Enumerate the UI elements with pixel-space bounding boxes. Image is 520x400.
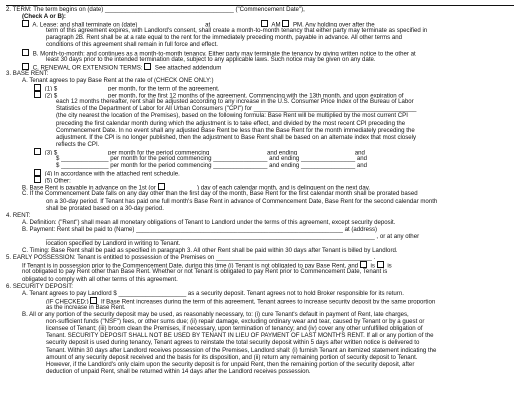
checkbox[interactable]: [34, 148, 41, 155]
document-line: licensee of Tenant; (iii) broom clean the Premises, if necessary, upon termination of tenancy; and (iv) cover any other unfulfilled obligation of: [46, 325, 423, 333]
checkbox[interactable]: [144, 63, 151, 70]
document-line: B. Base Rent is payable in advance on the 1st (or ________ ) day of each calendar month, and is delinquent on the next day.: [22, 184, 370, 191]
document-line: obligated to comply with all other terms of this agreement.: [22, 275, 178, 283]
document-line: _________________________________________________________________________________________________ , or at any other: [46, 233, 420, 240]
document-line: Tenant. SECURITY DEPOSIT SHALL NOT BE USED BY TENANT IN LIEU OF PAYMENT OF LAST MONTH'S RENT. If all or any portion of the: [46, 332, 434, 340]
document-line: not obligated to pay Rent other than Base Rent. Whether or not Tenant is obligated to pay Rent prior to Commencement Date, Tenant is: [22, 268, 388, 276]
document-line: B. Payment: Rent shall be paid to (Name) _____________________________________________________________ at (address): [22, 225, 378, 233]
document-line: 6. SECURITY DEPOSIT:: [6, 282, 73, 290]
document-line: reflects the CPI.: [56, 140, 100, 148]
lease-document: [6, 0, 514, 400]
document-line: (5) Other: ____________________________________________________________________________________: [6, 176, 514, 183]
document-line: B. All or any portion of the security deposit may be used, as reasonably necessary, to: (i) cure Tenant's default in payment of Rent, late charges,: [22, 311, 409, 319]
checkbox[interactable]: [282, 20, 289, 27]
document-line: B. Month-to-month: and continues as a month-to-month tenancy. Either party may terminate the tenancy by giving written notice to the other at: [6, 49, 514, 56]
document-line: Tenant. Within 30 days after Landlord receives possession of the Premises, Landlord shall: (i) furnish Tenant an itemized statement indicating the: [46, 346, 437, 354]
document-line: C. RENEWAL OR EXTENSION TERMS: See attached addendum __________________________________________________: [6, 63, 514, 70]
document-line: C. Timing: Base Rent shall be paid as specified in paragraph 3. All other Rent shall be paid within 30 days after Tenant is billed by Landlord.: [22, 247, 398, 255]
document-line: 2. TERM: The term begins on (date) ______________________________________ ("Commencement Date"),: [6, 6, 305, 13]
document-line: on a 30-day period. If Tenant has paid one full month's Base Rent in advance of Commencement Date, Base Rent for the second calendar month: [46, 197, 438, 205]
document-line: A. Tenant agrees to pay Landlord $ ____________________ as a security deposit. Tenant agrees not to hold Broker responsible for its return.: [22, 289, 404, 297]
document-line: as the increase in Base Rent.: [46, 303, 126, 311]
document-line: term of this agreement expires, with Landlord's consent, shall create a month-to-month tenancy that either party may terminate as specified in: [46, 27, 428, 35]
document-line: A. Lease: and shall terminate on (date) ___________________ at ______________ AM PM. Any holding over after the: [6, 20, 514, 27]
document-line: 4. RENT:: [6, 211, 31, 219]
document-line: $ ______________ per month for the period commencing ________________ and ending ________________ and: [56, 154, 368, 162]
document-line: least 30 days prior to the intended termination date, subject to any applicable laws. Such notice may be given on any date.: [46, 55, 376, 63]
document-line: (IF CHECKED:) If Base Rent increases during the term of this agreement, Tenant agrees to increase security deposit by the same proportion: [46, 298, 436, 304]
document-line: (1) $ ______________ per month, for the term of the agreement.: [6, 84, 514, 91]
checkbox[interactable]: [22, 63, 29, 70]
document-line: location specified by Landlord in writing to Tenant.: [46, 240, 181, 248]
document-line: amount of any security deposit received and the basis for its disposition, and (ii) return any remaining portion of security deposit to Tenant.: [46, 353, 418, 361]
checkbox[interactable]: [158, 183, 165, 190]
document-line: A. Tenant agrees to pay Base Rent at the rate of (CHECK ONE ONLY:): [22, 76, 214, 84]
document-line: (Check A or B):: [22, 13, 66, 21]
document-line: preceding the first calendar month during which the adjustment is to take effect, and divided by the most recent CPI preceding the: [56, 119, 406, 127]
document-line: non-sufficient funds ("NSF") fees, or other sums due; (ii) repair damage, excluding ordinary wear and tear, caused by Tenant or by a guest or: [46, 318, 425, 326]
checkbox[interactable]: [34, 176, 41, 183]
document-line: (3) $ ______________ per month for the period commencing ________________ and ending ________________ and: [6, 148, 514, 155]
checkbox[interactable]: [34, 169, 41, 176]
checkbox[interactable]: [22, 49, 29, 56]
document-line: $ ______________ per month for the period commencing ________________ and ending ________________ and: [56, 162, 368, 170]
document-line: 5. EARLY POSSESSION: Tenant is entitled to possession of the Premises on ______________________________________________ .: [6, 254, 376, 262]
document-line: security deposit is used during tenancy, Tenant agrees to reinstate the total security deposit within 5 days after written notice is delivered to: [46, 339, 420, 347]
checkbox[interactable]: [34, 91, 41, 98]
checkbox[interactable]: [377, 261, 384, 268]
document-line: (the city nearest the location of the Premises), based on the following formula: Base Rent will be multiplied by the most current CPI: [56, 112, 408, 120]
checkbox[interactable]: [261, 20, 268, 27]
document-line: (2) $ ______________ per month, for the first 12 months of the agreement. Commencing with the 13th month, and upon expiration of: [6, 91, 514, 98]
document-line: deduction of unpaid Rent, shall be returned within 14 days after the Landlord receives possession.: [46, 367, 311, 375]
document-line: shall be prorated based on a 30-day period.: [46, 204, 164, 212]
checkbox[interactable]: [34, 84, 41, 91]
checkbox[interactable]: [360, 261, 367, 268]
document-line: each 12 months thereafter, rent shall be adjusted according to any increase in the U.S. Consumer Price Index of the Bureau of Labor: [56, 98, 414, 106]
document-line: However, if the Landlord's only claim upon the security deposit is for unpaid Rent, then the remaining portion of the security deposit, after: [46, 360, 415, 368]
document-line: 3. BASE RENT:: [6, 69, 49, 77]
document-line: adjustment. If the CPI is no longer published, then the adjustment to Base Rent shall be based on an alternate index that most closely: [56, 133, 417, 141]
document-line: conditions of this agreement shall remain in full force and effect.: [46, 41, 218, 49]
document-line: Statistics of the Department of Labor for All Urban Consumers ("CPI") for ________________________________________________: [56, 105, 417, 113]
document-line: Commencement Date. In no event shall any adjusted Base Rent be less than the Base Rent for the month immediately preceding the: [56, 126, 415, 134]
checkbox[interactable]: [22, 20, 29, 27]
document-line: (4) In accordance with the attached rent schedule.: [6, 169, 514, 176]
document-line: C. If the Commencement Date falls on any day other than the first day of the month, Base Rent for the first calendar month shall be prorated based: [22, 190, 418, 198]
document-line: If Tenant is in possession prior to the Commencement Date, during this time (i) Tenant is not obligated to pay Base Rent, and is is: [22, 262, 392, 269]
checkbox[interactable]: [90, 297, 97, 304]
document-line: paragraph 2B. Rent shall be at a rate equal to the rent for the immediately preceding month, payable in advance. All other terms and: [46, 34, 403, 42]
document-line: A. Definition: ("Rent") shall mean all monetary obligations of Tenant to Landlord under the terms of this agreement, except security deposit.: [22, 218, 396, 226]
